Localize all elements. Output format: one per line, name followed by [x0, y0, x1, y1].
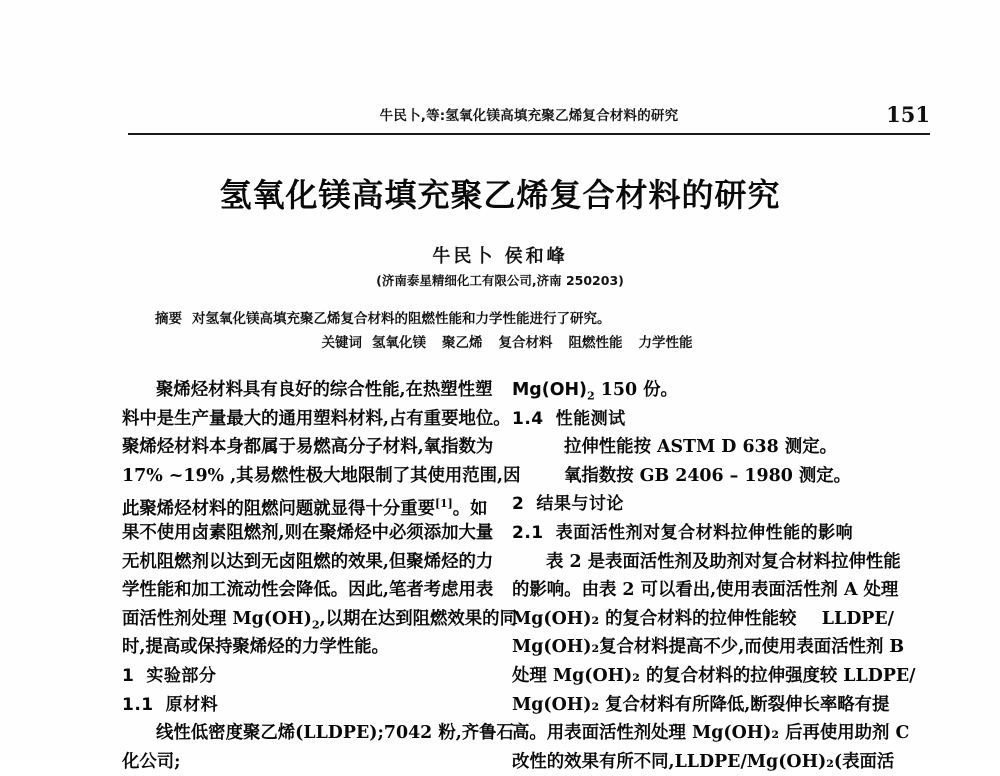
body-line-formula	[512, 376, 894, 405]
keywords-line	[155, 332, 875, 354]
section-number: 2	[512, 494, 525, 515]
body-line: 高。用表面活性剂处理 Mg(OH)₂ 后再使用助剂 C	[512, 723, 910, 744]
abstract-block	[155, 308, 875, 354]
section-heading-1	[122, 662, 504, 691]
abstract-label: 摘要	[155, 311, 182, 327]
body-text: Mg(OH)₂ 的复合材料的拉伸性能较	[512, 608, 797, 629]
body-text: 此聚烯烃材料的阻燃问题就显得十分重要	[122, 499, 436, 520]
article-title: 氢氧化镁高填充聚乙烯复合材料的研究	[219, 176, 781, 214]
body-line: 的影响。由表 2 可以看出,使用表面活性剂 A 处理	[512, 580, 899, 601]
body-line-with-citation	[122, 490, 504, 519]
keyword-item: 聚乙烯	[442, 335, 483, 351]
body-text-tail: LLDPE/	[821, 608, 894, 629]
abstract-line	[155, 308, 875, 330]
running-head	[128, 98, 930, 127]
body-text-tail: 。如	[452, 499, 488, 520]
body-column-right	[512, 376, 916, 776]
body-line: 表 2 是表面活性剂及助剂对复合材料拉伸性能	[546, 551, 901, 572]
body-line: 无机阻燃剂以达到无卤阻燃的效果,但聚烯烃的力	[122, 551, 494, 572]
section-number: 1.1	[122, 694, 154, 715]
body-line-formula	[122, 605, 517, 634]
formula-subscript: 2	[311, 618, 320, 632]
section-heading-2	[512, 490, 894, 519]
body-line: 时,提高或保持聚烯烃的力学性能。	[122, 637, 389, 658]
formula-text: Mg(OH)	[512, 380, 587, 400]
body-line: 线性低密度聚乙烯(LLDPE);7042 粉,齐鲁石	[156, 723, 514, 744]
keyword-item: 力学性能	[638, 335, 693, 351]
section-title: 原材料	[165, 694, 219, 715]
affiliation: (济南泰星精细化工有限公司,济南 250203)	[376, 273, 624, 288]
keyword-item: 阻燃性能	[568, 335, 623, 351]
section-heading-2-1	[512, 519, 894, 548]
formula-subscript: 2	[587, 389, 595, 403]
keywords-label: 关键词	[321, 335, 362, 351]
section-heading-1-4	[512, 405, 894, 434]
body-line: Mg(OH)₂ 复合材料有所降低,断裂伸长率略有提	[512, 694, 890, 715]
body-line: 料中是生产量最大的通用塑料材料,占有重要地位。	[122, 408, 511, 429]
body-line: 17% ~19% ,其易燃性极大地限制了其使用范围,因	[122, 465, 521, 486]
body-line	[512, 605, 894, 634]
body-line: 处理 Mg(OH)₂ 的复合材料的拉伸强度较 LLDPE/	[512, 665, 916, 686]
keyword-item: 氢氧化镁	[372, 335, 426, 351]
header-rule	[128, 133, 930, 135]
body-line: 聚烯烃材料本身都属于易燃高分子材料,氧指数为	[122, 437, 494, 458]
body-line: 果不使用卤素阻燃剂,则在聚烯烃中必须添加大量	[122, 522, 494, 543]
section-number: 1	[122, 665, 135, 686]
body-text-tail: 150 份。	[594, 380, 678, 400]
abstract-text: 对氢氧化镁高填充聚乙烯复合材料的阻燃性能和力学性能进行了研究。	[192, 311, 611, 327]
section-title: 实验部分	[146, 665, 217, 686]
body-line: 拉伸性能按 ASTM D 638 测定。	[564, 437, 837, 458]
section-heading-1-1	[122, 691, 504, 720]
section-title: 性能测试	[555, 408, 626, 429]
body-line: 改性的效果有所不同,LLDPE/Mg(OH)₂(表面活	[512, 751, 895, 772]
body-line: 氧指数按 GB 2406 – 1980 测定。	[564, 465, 852, 486]
running-head-title: 牛民卜,等:氢氧化镁高填充聚乙烯复合材料的研究	[379, 108, 679, 124]
body-text-tail: ,以期在达到阻燃效果的同	[319, 608, 517, 629]
section-title: 表面活性剂对复合材料拉伸性能的影响	[555, 522, 854, 543]
section-number: 1.4	[512, 408, 544, 429]
body-line: 聚烯烃材料具有良好的综合性能,在热塑性塑	[156, 380, 493, 400]
keyword-item: 复合材料	[498, 335, 553, 351]
section-title: 结果与讨论	[536, 494, 624, 515]
citation-marker: [1]	[435, 497, 453, 511]
body-line: Mg(OH)₂复合材料提高不少,而使用表面活性剂 B	[512, 637, 905, 658]
page-number: 151	[886, 102, 930, 127]
body-line: 学性能和加工流动性会降低。因此,笔者考虑用表	[122, 580, 494, 601]
body-line: 化公司;	[122, 751, 181, 772]
body-column-left	[122, 376, 521, 776]
body-text: 面活性剂处理 Mg(OH)	[122, 608, 312, 629]
author-list: 牛民卜 侯和峰	[432, 246, 568, 267]
section-number: 2.1	[512, 522, 544, 543]
